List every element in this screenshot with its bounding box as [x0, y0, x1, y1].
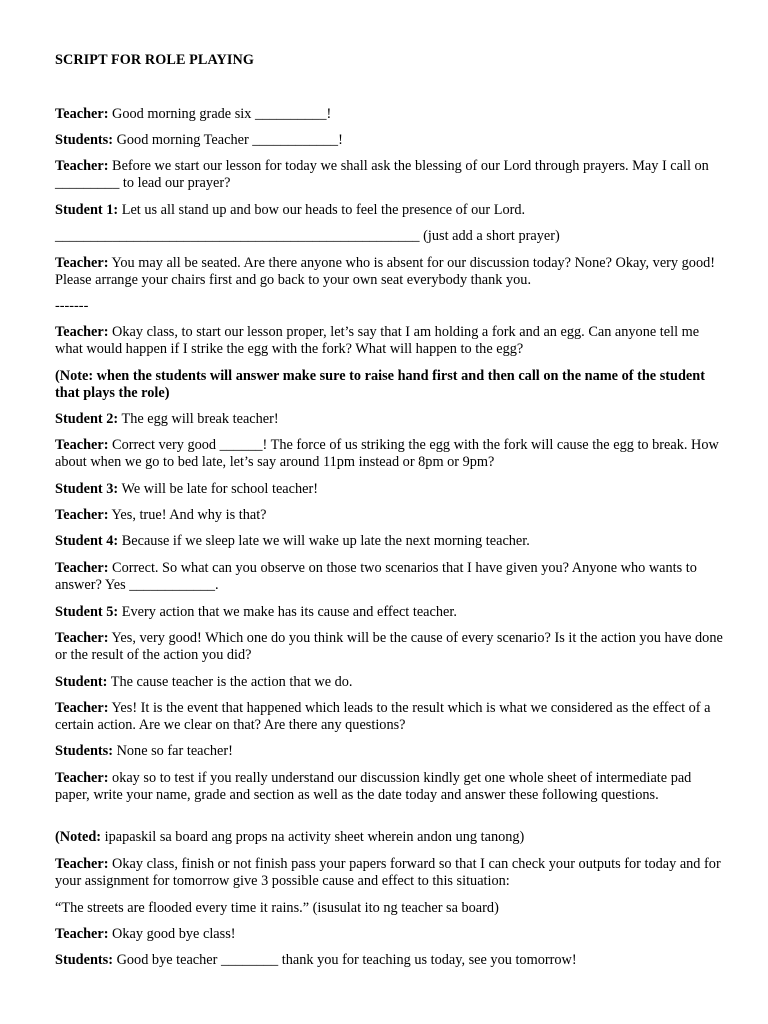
- dialogue-text: -------: [55, 298, 89, 314]
- dialogue-line: [55, 856, 725, 890]
- dialogue-line: [55, 560, 725, 594]
- dialogue-text: Good morning grade six __________!: [108, 106, 332, 122]
- dialogue-text: okay so to test if you really understand our discussion kindly get one whole sheet of intermediate pad paper, write your name, grade and section as well as the date today and answer these following questions.: [55, 770, 692, 803]
- dialogue-text: Good bye teacher ________ thank you for teaching us today, see you tomorrow!: [113, 952, 577, 968]
- dialogue-line: [55, 255, 725, 289]
- speaker-label: Teacher:: [55, 255, 109, 271]
- dialogue-line: [55, 507, 725, 524]
- dialogue-text: Correct. So what can you observe on those two scenarios that I have given you? Anyone who wants to answer? Yes ____________.: [55, 560, 697, 593]
- dialogue-line: [55, 900, 725, 917]
- dialogue-line: [55, 132, 725, 149]
- dialogue-line: [55, 770, 725, 804]
- speaker-label: Teacher:: [55, 106, 109, 122]
- dialogue-line: [55, 298, 725, 315]
- dialogue-line: [55, 158, 725, 192]
- dialogue-line: [55, 829, 725, 846]
- dialogue-text: Let us all stand up and bow our heads to feel the presence of our Lord.: [118, 202, 526, 218]
- dialogue-line: [55, 324, 725, 358]
- speaker-label: Teacher:: [55, 437, 109, 453]
- dialogue-line: [55, 202, 725, 219]
- speaker-label: Teacher:: [55, 770, 109, 786]
- speaker-label: Teacher:: [55, 926, 109, 942]
- speaker-label: Students:: [55, 132, 113, 148]
- dialogue-line: [55, 630, 725, 664]
- dialogue-text: Good morning Teacher ____________!: [113, 132, 343, 148]
- dialogue-text: None so far teacher!: [113, 743, 233, 759]
- dialogue-text: Okay class, to start our lesson proper, let’s say that I am holding a fork and an egg. Can anyone tell me what would happen if I strike the egg with the fork? What will happen to the egg?: [55, 324, 700, 357]
- dialogue-text: Okay good bye class!: [108, 926, 236, 942]
- speaker-label: Teacher:: [55, 630, 109, 646]
- speaker-label: Student 1:: [55, 202, 119, 218]
- dialogue-text: Yes! It is the event that happened which leads to the result which is what we considered as the effect of a certain action. Are we clear on that? Are there any questions?: [55, 700, 711, 733]
- dialogue-text: Before we start our lesson for today we shall ask the blessing of our Lord through prayers. May I call on _________ to lead our prayer?: [55, 158, 709, 191]
- dialogue-line: [55, 952, 725, 969]
- dialogue-line: [55, 481, 725, 498]
- speaker-label: Student 3:: [55, 481, 119, 497]
- speaker-label: Teacher:: [55, 158, 109, 174]
- dialogue-text: Because if we sleep late we will wake up late the next morning teacher.: [118, 533, 530, 549]
- dialogue-line: [55, 437, 725, 471]
- dialogue-line: [55, 106, 725, 123]
- dialogue-line: [55, 926, 725, 943]
- dialogue-line: [55, 700, 725, 734]
- speaker-label: Teacher:: [55, 507, 109, 523]
- dialogue-text: The cause teacher is the action that we do.: [107, 674, 353, 690]
- dialogue-line: [55, 411, 725, 428]
- dialogue-text: (Note: when the students will answer make sure to raise hand first and then call on the name of the student that plays the role): [55, 368, 705, 401]
- speaker-label: Teacher:: [55, 560, 109, 576]
- dialogue-text: We will be late for school teacher!: [118, 481, 319, 497]
- dialogue-line: [55, 674, 725, 691]
- dialogue-text: Every action that we make has its cause and effect teacher.: [118, 604, 457, 620]
- speaker-label: Student:: [55, 674, 108, 690]
- dialogue-text: The egg will break teacher!: [118, 411, 279, 427]
- document-title: SCRIPT FOR ROLE PLAYING: [55, 52, 254, 68]
- speaker-label: Student 4:: [55, 533, 119, 549]
- dialogue-text: ipapaskil sa board ang props na activity sheet wherein andon ung tanong): [101, 829, 525, 845]
- dialogue-text: ___________________________________________________ (just add a short prayer): [55, 228, 560, 244]
- speaker-label: Students:: [55, 743, 113, 759]
- speaker-label: Student 2:: [55, 411, 119, 427]
- speaker-label: Teacher:: [55, 856, 109, 872]
- dialogue-text: “The streets are flooded every time it rains.” (isusulat ito ng teacher sa board): [55, 900, 499, 916]
- dialogue-line: [55, 228, 725, 245]
- dialogue-text: Yes, true! And why is that?: [108, 507, 267, 523]
- dialogue-text: You may all be seated. Are there anyone who is absent for our discussion today? None? Okay, very good! Please arrange your chairs first and go back to your own seat everybody thank you.: [55, 255, 716, 288]
- speaker-label: (Noted:: [55, 829, 102, 845]
- dialogue-line: [55, 368, 725, 402]
- dialogue-line: [55, 743, 725, 760]
- dialogue-line: [55, 533, 725, 550]
- speaker-label: Teacher:: [55, 700, 109, 716]
- speaker-label: Teacher:: [55, 324, 109, 340]
- dialogue-text: Correct very good ______! The force of us striking the egg with the fork will cause the egg to break. How about when we go to bed late, let’s say around 11pm instead or 8pm or 9pm?: [55, 437, 719, 470]
- dialogue-text: Okay class, finish or not finish pass your papers forward so that I can check your outputs for today and for your assignment for tomorrow give 3 possible cause and effect to this situation:: [55, 856, 721, 889]
- speaker-label: Student 5:: [55, 604, 119, 620]
- speaker-label: Students:: [55, 952, 113, 968]
- dialogue-text: Yes, very good! Which one do you think will be the cause of every scenario? Is it the action you have done or the result of the action you did?: [55, 630, 723, 663]
- dialogue-line: [55, 604, 725, 621]
